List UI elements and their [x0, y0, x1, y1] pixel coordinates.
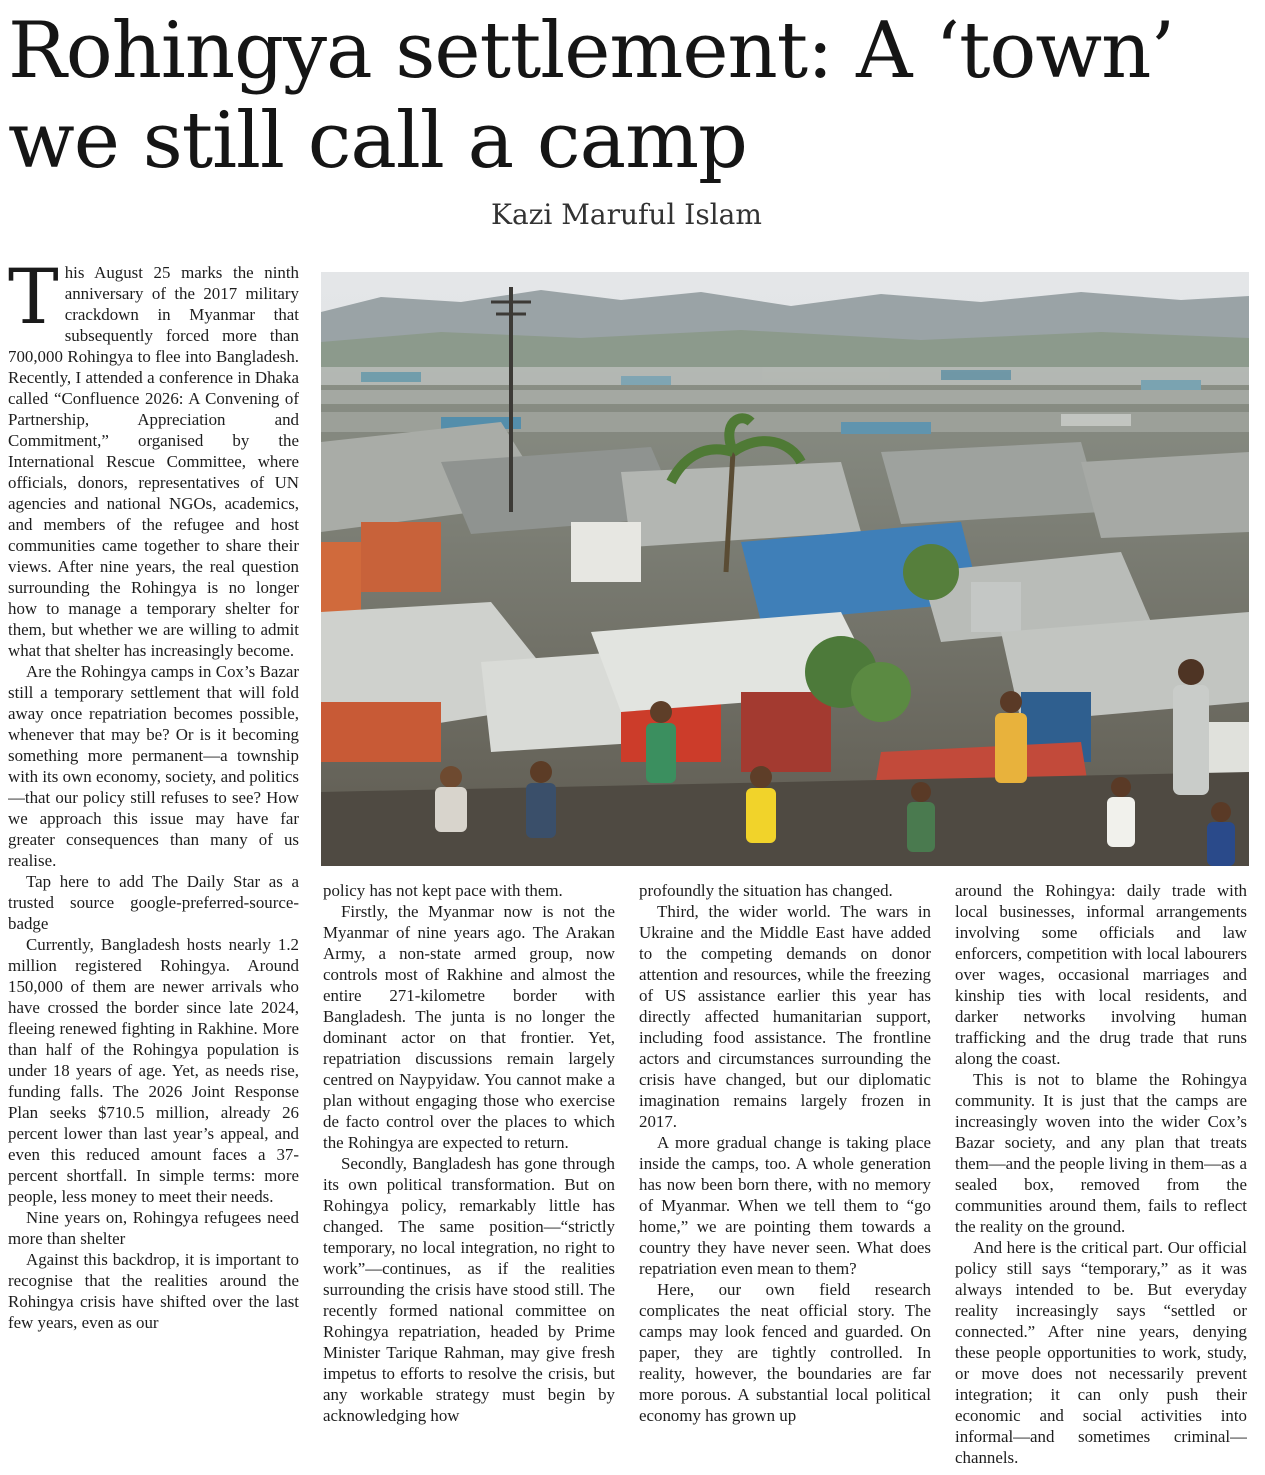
related-article-link[interactable]: Nine years on, Rohingya refugees need more than shelter — [8, 1208, 299, 1248]
paragraph: profoundly the situation has changed. — [639, 881, 893, 900]
inline-link-text[interactable]: Tap here to add The Daily Star as a trusted source google-preferred-source-badge — [8, 872, 299, 933]
byline: Kazi Maruful Islam — [491, 198, 762, 231]
paragraph: Are the Rohingya camps in Cox’s Bazar still a temporary settlement that will fold away once repatriation becomes possible, whenever that may be? Or is it becoming something more permanent—a township with its own economy, society, and politics—that our policy still refuses to see? How we approach this issue may have far greater consequences than many of us realise. — [8, 662, 299, 870]
paragraph-text: his August 25 marks the ninth anniversary of the 2017 military crackdown in Myanmar that subsequently forced more than 700,000 Rohingya to flee into Bangladesh. Recently, I attended a conference in Dhaka called “Confluence 2026: A Convening of Partnership, Appreciation and Commitment,” organised by the International Rescue Committee, where officials, donors, representatives of UN agencies and national NGOs, academics, and members of the refugee and host communities came together to share their views. After nine years, the real question surrounding the Rohingya is no longer how to manage a temporary shelter for them, but whether we are willing to admit what that shelter has increasingly become. — [8, 263, 299, 660]
paragraph: Third, the wider world. The wars in Ukraine and the Middle East have added to the competing demands on donor attention and resources, while the freezing of US assistance earlier this year has directly affected humanitarian support, including food assistance. The frontline actors and circumstances surrounding the crisis have changed, but our diplomatic imagination remains largely frozen in 2017. — [639, 902, 931, 1131]
paragraph: Here, our own field research complicates the neat official story. The camps may look fenced and guarded. On paper, they are tightly controlled. In reality, however, the boundaries are far more porous. A substantial local political economy has grown up — [639, 1280, 931, 1425]
paragraph: Against this backdrop, it is important to recognise that the realities around the Rohingya crisis have shifted over the last few years, even as our — [8, 1250, 299, 1332]
article-column-3 — [639, 880, 931, 1472]
drop-cap: T — [8, 262, 59, 341]
paragraph: This is not to blame the Rohingya community. It is just that the camps are increasingly woven into the wider Cox’s Bazar society, and any plan that treats them—and the people living in them—as a sealed box, removed from the communities around them, fails to reflect the reality on the ground. — [955, 1070, 1247, 1236]
headline: Rohingya settlement: A ‘town’ we still call a camp — [8, 6, 1175, 186]
paragraph: policy has not kept pace with them. — [323, 881, 563, 900]
paragraph — [8, 262, 299, 661]
paragraph: Firstly, the Myanmar now is not the Myanmar of nine years ago. The Arakan Army, a non-state armed group, now controls most of Rakhine and almost the entire 271-kilometre border with Bangladesh. The junta is no longer the dominant actor on that frontier. Yet, repatriation discussions remain largely centred on Naypyidaw. You cannot make a plan without engaging those who exercise de facto control over the places to which the Rohingya are expected to return. — [323, 902, 615, 1152]
paragraph: Currently, Bangladesh hosts nearly 1.2 million registered Rohingya. Around 150,000 of them are newer arrivals who have crossed the border since late 2024, fleeing renewed fighting in Rakhine. More than half of the Rohingya population is under 18 years of age. Yet, as needs rise, funding falls. The 2026 Joint Response Plan seeks $710.5 million, already 26 percent lower than last year’s appeal, and even this reduced amount faces a 37-percent shortfall. In simple terms: more people, less money to meet their needs. — [8, 935, 299, 1206]
article-column-2 — [323, 880, 615, 1472]
camp-photo — [321, 272, 1249, 866]
paragraph: Secondly, Bangladesh has gone through its own political transformation. But on Rohingya policy, remarkably little has changed. The same position—“strictly temporary, no local integration, no right to work”—continues, as if the realities surrounding the crisis have stood still. The recently formed national committee on Rohingya repatriation, headed by Prime Minister Tarique Rahman, may give fresh impetus to efforts to resolve the crisis, but any workable strategy must begin by acknowledging how — [323, 1154, 615, 1425]
article-column-4 — [955, 880, 1247, 1472]
paragraph: around the Rohingya: daily trade with local businesses, informal arrangements involving some officials and law enforcers, competition with local labourers over wages, occasional marriages and kinship ties with local residents, and darker networks involving human trafficking and the drug trade that runs along the coast. — [955, 881, 1247, 1068]
paragraph: And here is the critical part. Our official policy still says “temporary,” as it was always intended to be. But everyday reality increasingly says “settled or connected.” After nine years, denying these people opportunities to work, study, or move does not necessarily prevent integration; it can only push their economic and social activities into informal—and sometimes criminal—channels. — [955, 1238, 1247, 1467]
paragraph: A more gradual change is taking place inside the camps, too. A whole generation has now been born there, with no memory of Myanmar. When we tell them to “go home,” we are pointing them towards a country they have never seen. What does repatriation even mean to them? — [639, 1133, 931, 1278]
article-column-1 — [8, 262, 299, 1472]
